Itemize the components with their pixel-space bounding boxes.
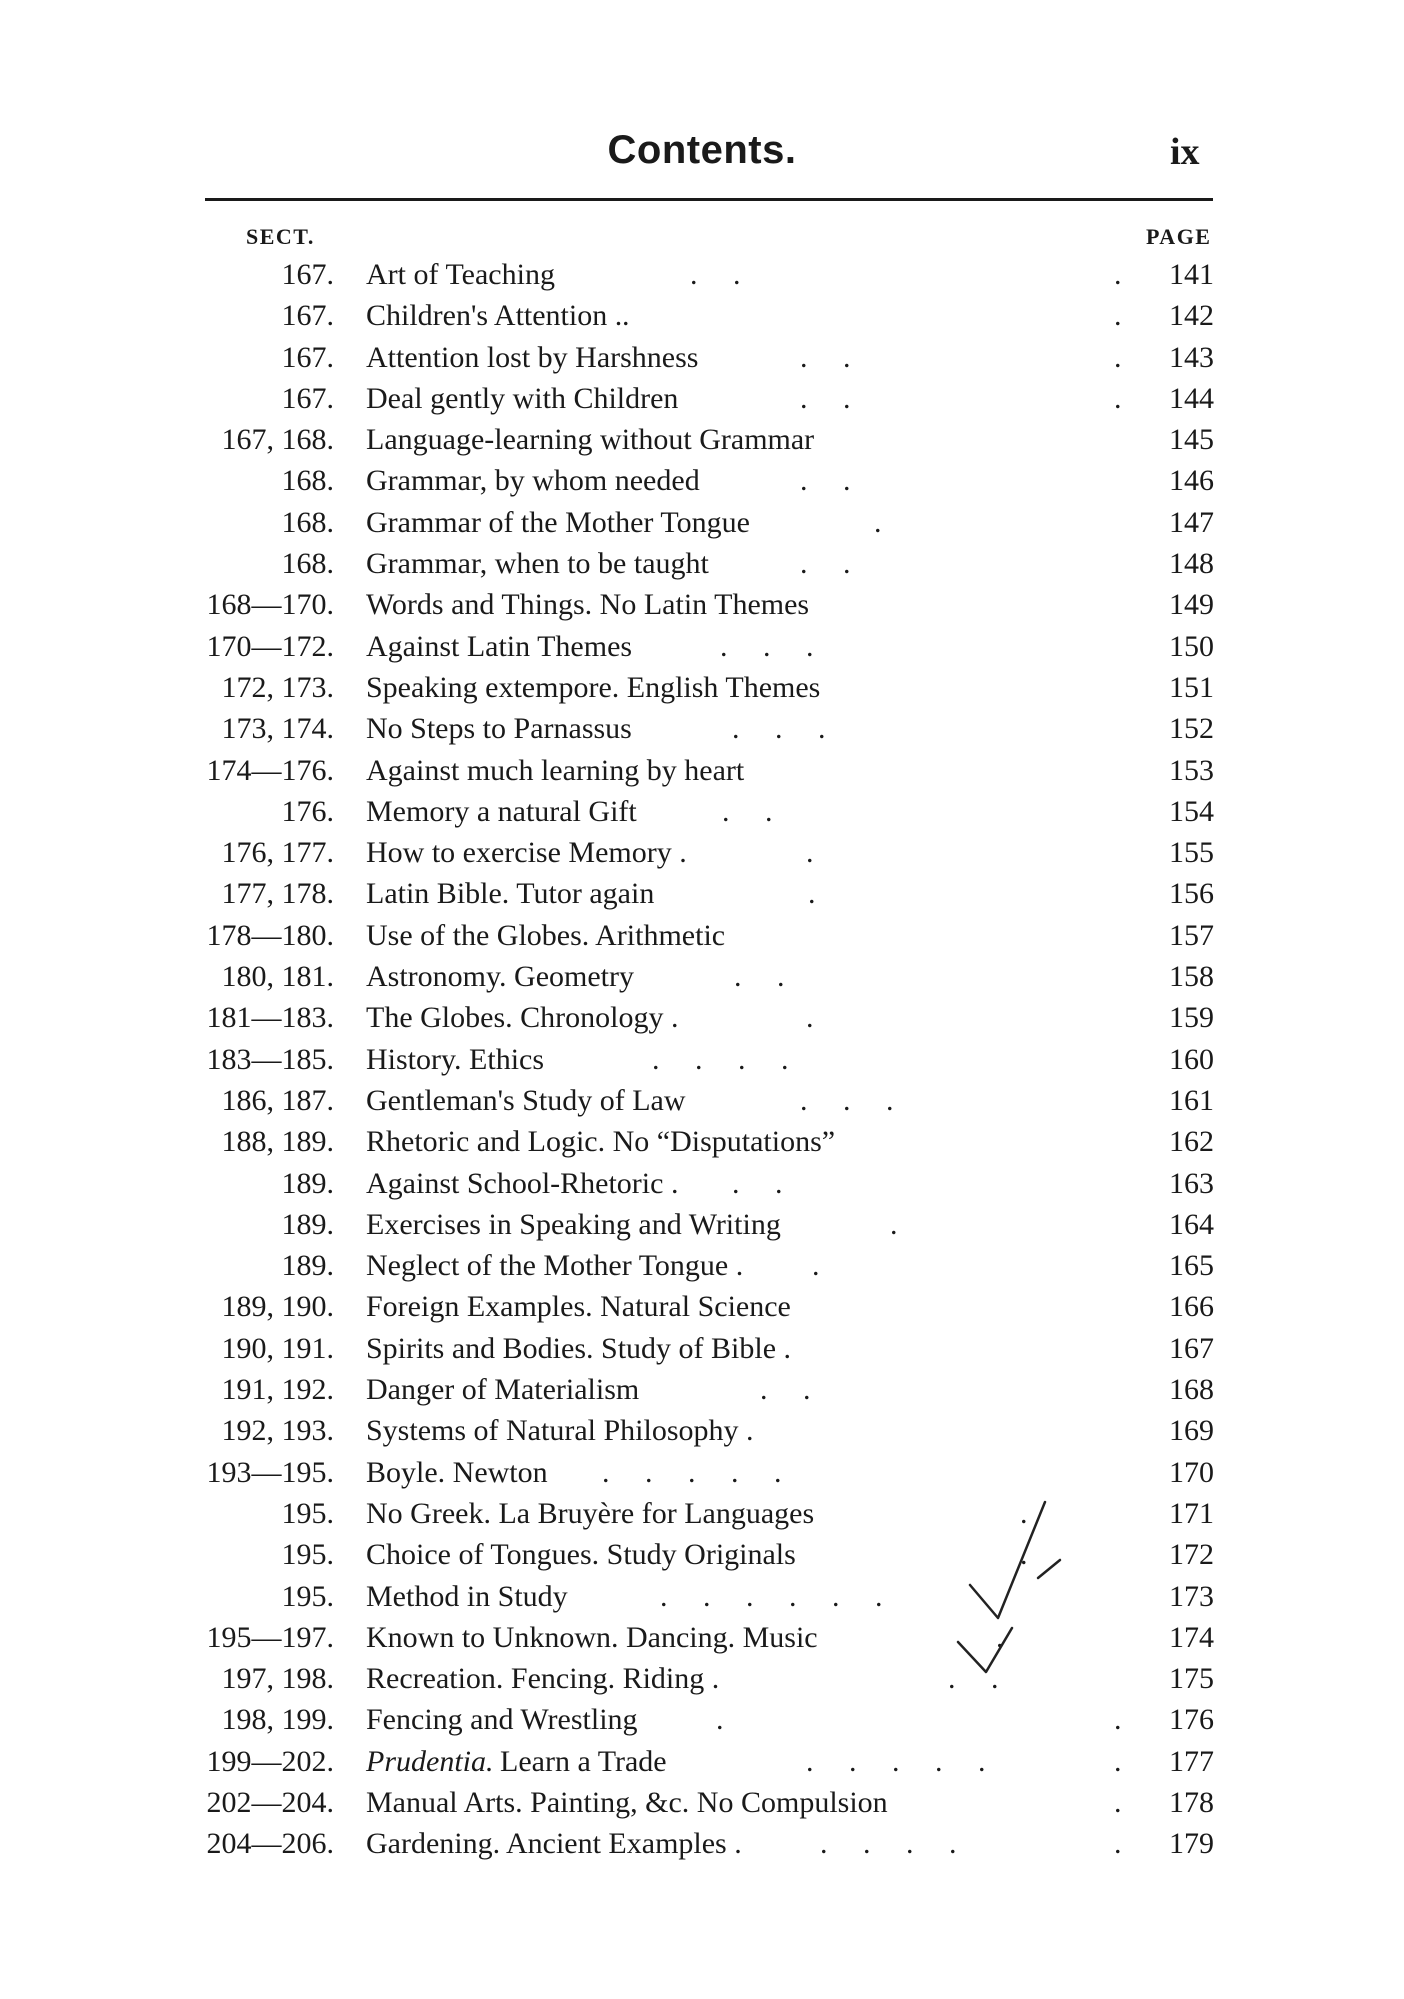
entry-title: Foreign Examples. Natural Science — [366, 1290, 791, 1324]
section-number: 168—170. — [206, 588, 334, 622]
contents-entry — [0, 1617, 1404, 1658]
section-number: 192, 193. — [221, 1414, 334, 1448]
header-rule — [205, 198, 1213, 201]
section-number: 195—197. — [206, 1620, 334, 1654]
contents-entry — [0, 832, 1404, 873]
page-leader-dot: . — [1114, 340, 1122, 374]
page-number: 164 — [1169, 1207, 1214, 1241]
entry-title: History. Ethics — [366, 1042, 545, 1076]
dot-leaders: . . — [760, 1373, 825, 1407]
page-leader-dot: . — [1114, 381, 1122, 415]
dot-leaders: . . — [800, 547, 865, 581]
entry-title: Speaking extempore. English Themes — [366, 670, 821, 704]
entry-title: Against School-Rhetoric . — [366, 1166, 679, 1200]
contents-entry — [0, 1328, 1404, 1369]
dot-leaders: . — [1020, 1496, 1042, 1530]
page-number: 143 — [1169, 340, 1214, 374]
contents-entry — [0, 791, 1404, 832]
contents-entry — [0, 502, 1404, 543]
contents-entry — [0, 750, 1404, 791]
entry-title: Spirits and Bodies. Study of Bible . — [366, 1331, 792, 1365]
check-mark-stroke — [1038, 1560, 1060, 1578]
section-number: 190, 191. — [221, 1331, 334, 1365]
entry-title: Rhetoric and Logic. No “Disputations” — [366, 1125, 836, 1159]
entry-title: Art of Teaching — [366, 258, 555, 291]
contents-entry — [0, 295, 1404, 336]
page-number: 146 — [1169, 464, 1214, 498]
section-number: 195. — [281, 1579, 334, 1613]
section-number: 167, 168. — [221, 423, 334, 457]
check-mark-lower — [958, 1628, 1012, 1672]
page-number: 170 — [1169, 1455, 1214, 1489]
entry-title: Grammar, by whom needed — [366, 464, 700, 498]
contents-entry — [0, 1410, 1404, 1451]
dot-leaders: . — [890, 1207, 912, 1241]
page-number: 169 — [1169, 1414, 1214, 1448]
page-number: 157 — [1169, 918, 1214, 952]
entry-title: No Steps to Parnassus — [366, 712, 632, 746]
contents-entry — [0, 1245, 1404, 1286]
entry-title: Prudentia. — [366, 1744, 494, 1778]
contents-entry — [0, 1204, 1404, 1245]
page-leader-dot: . — [1114, 299, 1122, 333]
dot-leaders: . — [812, 1249, 834, 1283]
dot-leaders: . — [622, 299, 644, 333]
section-number: 198, 199. — [221, 1703, 334, 1737]
contents-entry — [0, 543, 1404, 584]
entry-title: Choice of Tongues. Study Originals — [366, 1538, 796, 1572]
contents-entry — [0, 1658, 1404, 1699]
section-number: 172, 173. — [221, 670, 334, 704]
page-leader-dot: . — [1114, 1703, 1122, 1737]
page-leader-dot: . — [1114, 258, 1122, 291]
entry-title: Against much learning by heart — [366, 753, 745, 787]
section-number: 188, 189. — [221, 1125, 334, 1159]
dot-leaders: . . — [734, 960, 799, 994]
page-number: 178 — [1169, 1785, 1214, 1819]
entry-title: Gentleman's Study of Law — [366, 1083, 686, 1117]
contents-entry — [0, 1369, 1404, 1410]
contents-entry — [0, 1493, 1404, 1534]
entry-title: How to exercise Memory . — [366, 836, 687, 870]
page-number: 156 — [1169, 877, 1214, 911]
page-column-header: PAGE — [1146, 224, 1212, 249]
dot-leaders: . . . — [732, 712, 840, 746]
contents-entry — [0, 254, 1404, 295]
page-leader-dot: . — [1114, 1744, 1122, 1778]
contents-entry — [0, 956, 1404, 997]
dot-leaders: . . . . . . — [660, 1579, 897, 1613]
page-number: 160 — [1169, 1042, 1214, 1076]
dot-leaders: . . — [800, 464, 865, 498]
entry-title: Recreation. Fencing. Riding . — [366, 1662, 720, 1696]
page-number: 141 — [1169, 258, 1214, 291]
contents-entry — [0, 1699, 1404, 1740]
contents-list — [0, 254, 1404, 1865]
entry-title: Neglect of the Mother Tongue . — [366, 1249, 744, 1283]
dot-leaders: . — [996, 1620, 1018, 1654]
section-number: 167. — [281, 340, 334, 374]
contents-entry — [0, 626, 1404, 667]
contents-entry — [0, 873, 1404, 914]
entry-title: Astronomy. Geometry — [366, 960, 635, 994]
page-number: 172 — [1169, 1538, 1214, 1572]
dot-leaders: . . — [800, 340, 865, 374]
section-number: 191, 192. — [221, 1373, 334, 1407]
dot-leaders: . . — [948, 1662, 1013, 1696]
page-number: 175 — [1169, 1662, 1214, 1696]
section-number: 186, 187. — [221, 1083, 334, 1117]
page-number: 166 — [1169, 1290, 1214, 1324]
section-number: 167. — [281, 381, 334, 415]
entry-title: Words and Things. No Latin Themes — [366, 588, 810, 622]
section-number: 168. — [281, 547, 334, 581]
contents-entry — [0, 1039, 1404, 1080]
contents-entry — [0, 584, 1404, 625]
section-number: 189, 190. — [221, 1290, 334, 1324]
page-number: 142 — [1169, 299, 1214, 333]
page-number: 165 — [1169, 1249, 1214, 1283]
page-number: 144 — [1169, 381, 1214, 415]
contents-entry — [0, 378, 1404, 419]
page-number: 149 — [1169, 588, 1214, 622]
section-number: 180, 181. — [221, 960, 334, 994]
page-number: 176 — [1169, 1703, 1214, 1737]
contents-entry — [0, 708, 1404, 749]
page-number: 158 — [1169, 960, 1214, 994]
page-number: 150 — [1169, 629, 1214, 663]
dot-leaders: . — [874, 505, 896, 539]
entry-title: Method in Study — [366, 1579, 568, 1613]
section-number: 202—204. — [206, 1785, 334, 1819]
section-number: 168. — [281, 464, 334, 498]
entry-title: Fencing and Wrestling — [366, 1703, 638, 1737]
section-number: 195. — [281, 1496, 334, 1530]
page-leader-dot: . — [1114, 1827, 1122, 1861]
entry-title: Systems of Natural Philosophy . — [366, 1414, 754, 1448]
section-number: 199—202. — [206, 1744, 334, 1778]
contents-entry — [0, 1823, 1404, 1864]
section-number: 168. — [281, 505, 334, 539]
entry-title: Gardening. Ancient Examples . — [366, 1827, 742, 1861]
entry-title: Exercises in Speaking and Writing — [366, 1207, 781, 1241]
page-number: 177 — [1169, 1744, 1214, 1778]
entry-title: Language-learning without Grammar — [366, 423, 815, 457]
page-number: 152 — [1169, 712, 1214, 746]
section-number: 189. — [281, 1207, 334, 1241]
section-number: 189. — [281, 1249, 334, 1283]
dot-leaders: . — [716, 1703, 738, 1737]
page-number: 162 — [1169, 1125, 1214, 1159]
entry-title: Grammar of the Mother Tongue — [366, 505, 750, 539]
page-number: 147 — [1169, 505, 1214, 539]
check-mark-upper — [970, 1502, 1045, 1618]
page-number: 154 — [1169, 794, 1214, 828]
entry-title: Attention lost by Harshness — [366, 340, 699, 374]
page-title: Contents. — [607, 128, 797, 172]
page-number: 163 — [1169, 1166, 1214, 1200]
section-number: 176. — [281, 794, 334, 828]
contents-entry — [0, 667, 1404, 708]
page-number: 173 — [1169, 1579, 1214, 1613]
dot-leaders: . — [808, 877, 830, 911]
dot-leaders: . . . — [800, 1083, 908, 1117]
contents-entry — [0, 1452, 1404, 1493]
section-number: 193—195. — [206, 1455, 334, 1489]
sect-column-header: SECT. — [246, 224, 315, 249]
section-number: 178—180. — [206, 918, 334, 952]
page-number: 171 — [1169, 1496, 1214, 1530]
page-number: 168 — [1169, 1373, 1214, 1407]
dot-leaders: . . — [800, 381, 865, 415]
entry-title: Danger of Materialism — [366, 1373, 640, 1407]
entry-title: Against Latin Themes — [366, 629, 633, 663]
contents-entry — [0, 1534, 1404, 1575]
page-number: 161 — [1169, 1083, 1214, 1117]
page-number: 155 — [1169, 836, 1214, 870]
section-number: 173, 174. — [221, 712, 334, 746]
page-number: 179 — [1169, 1827, 1214, 1861]
contents-entry — [0, 997, 1404, 1038]
entry-title: The Globes. Chronology . — [366, 1001, 679, 1035]
entry-title: Children's Attention . — [366, 299, 623, 333]
entry-title-rest: Learn a Trade — [500, 1744, 667, 1778]
dot-leaders: . . . — [720, 629, 828, 663]
page-leader-dot: . — [1114, 1785, 1122, 1819]
page-number: 167 — [1169, 1331, 1214, 1365]
entry-title: Latin Bible. Tutor again — [366, 877, 655, 911]
section-number: 189. — [281, 1166, 334, 1200]
handwritten-check-marks — [950, 1500, 1080, 1710]
contents-entry — [0, 337, 1404, 378]
section-number: 183—185. — [206, 1042, 334, 1076]
section-number: 167. — [281, 299, 334, 333]
section-number: 197, 198. — [221, 1662, 334, 1696]
entry-title: Boyle. Newton — [366, 1455, 548, 1489]
contents-entry — [0, 1782, 1404, 1823]
entry-title: Memory a natural Gift — [366, 794, 637, 828]
page-number: 145 — [1169, 423, 1214, 457]
section-number: 167. — [281, 258, 334, 291]
dot-leaders: . . — [690, 258, 755, 291]
entry-title: No Greek. La Bruyère for Languages — [366, 1496, 815, 1530]
contents-entry — [0, 1286, 1404, 1327]
page-folio: ix — [1170, 131, 1200, 173]
contents-entry — [0, 915, 1404, 956]
entry-title: Grammar, when to be taught — [366, 547, 709, 581]
contents-entry — [0, 1080, 1404, 1121]
page-number: 151 — [1169, 670, 1214, 704]
dot-leaders: . . — [732, 1166, 797, 1200]
entry-title: Known to Unknown. Dancing. Music — [366, 1620, 818, 1654]
entry-title: Use of the Globes. Arithmetic — [366, 918, 726, 952]
section-number: 195. — [281, 1538, 334, 1572]
page-number: 174 — [1169, 1620, 1214, 1654]
contents-entry — [0, 1576, 1404, 1617]
dot-leaders: . . — [722, 794, 787, 828]
dot-leaders: . — [1020, 1538, 1042, 1572]
contents-entry — [0, 419, 1404, 460]
page-number: 153 — [1169, 753, 1214, 787]
contents-entry — [0, 1121, 1404, 1162]
section-number: 170—172. — [206, 629, 334, 663]
dot-leaders: . . . . . — [602, 1455, 796, 1489]
section-number: 204—206. — [206, 1827, 334, 1861]
dot-leaders: . . . . . — [806, 1744, 1000, 1778]
contents-entry — [0, 460, 1404, 501]
dot-leaders: . — [806, 1001, 828, 1035]
entry-title: Deal gently with Children — [366, 381, 679, 415]
entry-title: Manual Arts. Painting, &c. No Compulsion — [366, 1785, 888, 1819]
section-number: 174—176. — [206, 753, 334, 787]
section-number: 176, 177. — [221, 836, 334, 870]
contents-entry — [0, 1741, 1404, 1782]
page-number: 159 — [1169, 1001, 1214, 1035]
contents-entry — [0, 1163, 1404, 1204]
section-number: 181—183. — [206, 1001, 334, 1035]
section-number: 177, 178. — [221, 877, 334, 911]
dot-leaders: . . . . — [652, 1042, 803, 1076]
dot-leaders: . — [806, 836, 828, 870]
dot-leaders: . . . . — [820, 1827, 971, 1861]
page-number: 148 — [1169, 547, 1214, 581]
